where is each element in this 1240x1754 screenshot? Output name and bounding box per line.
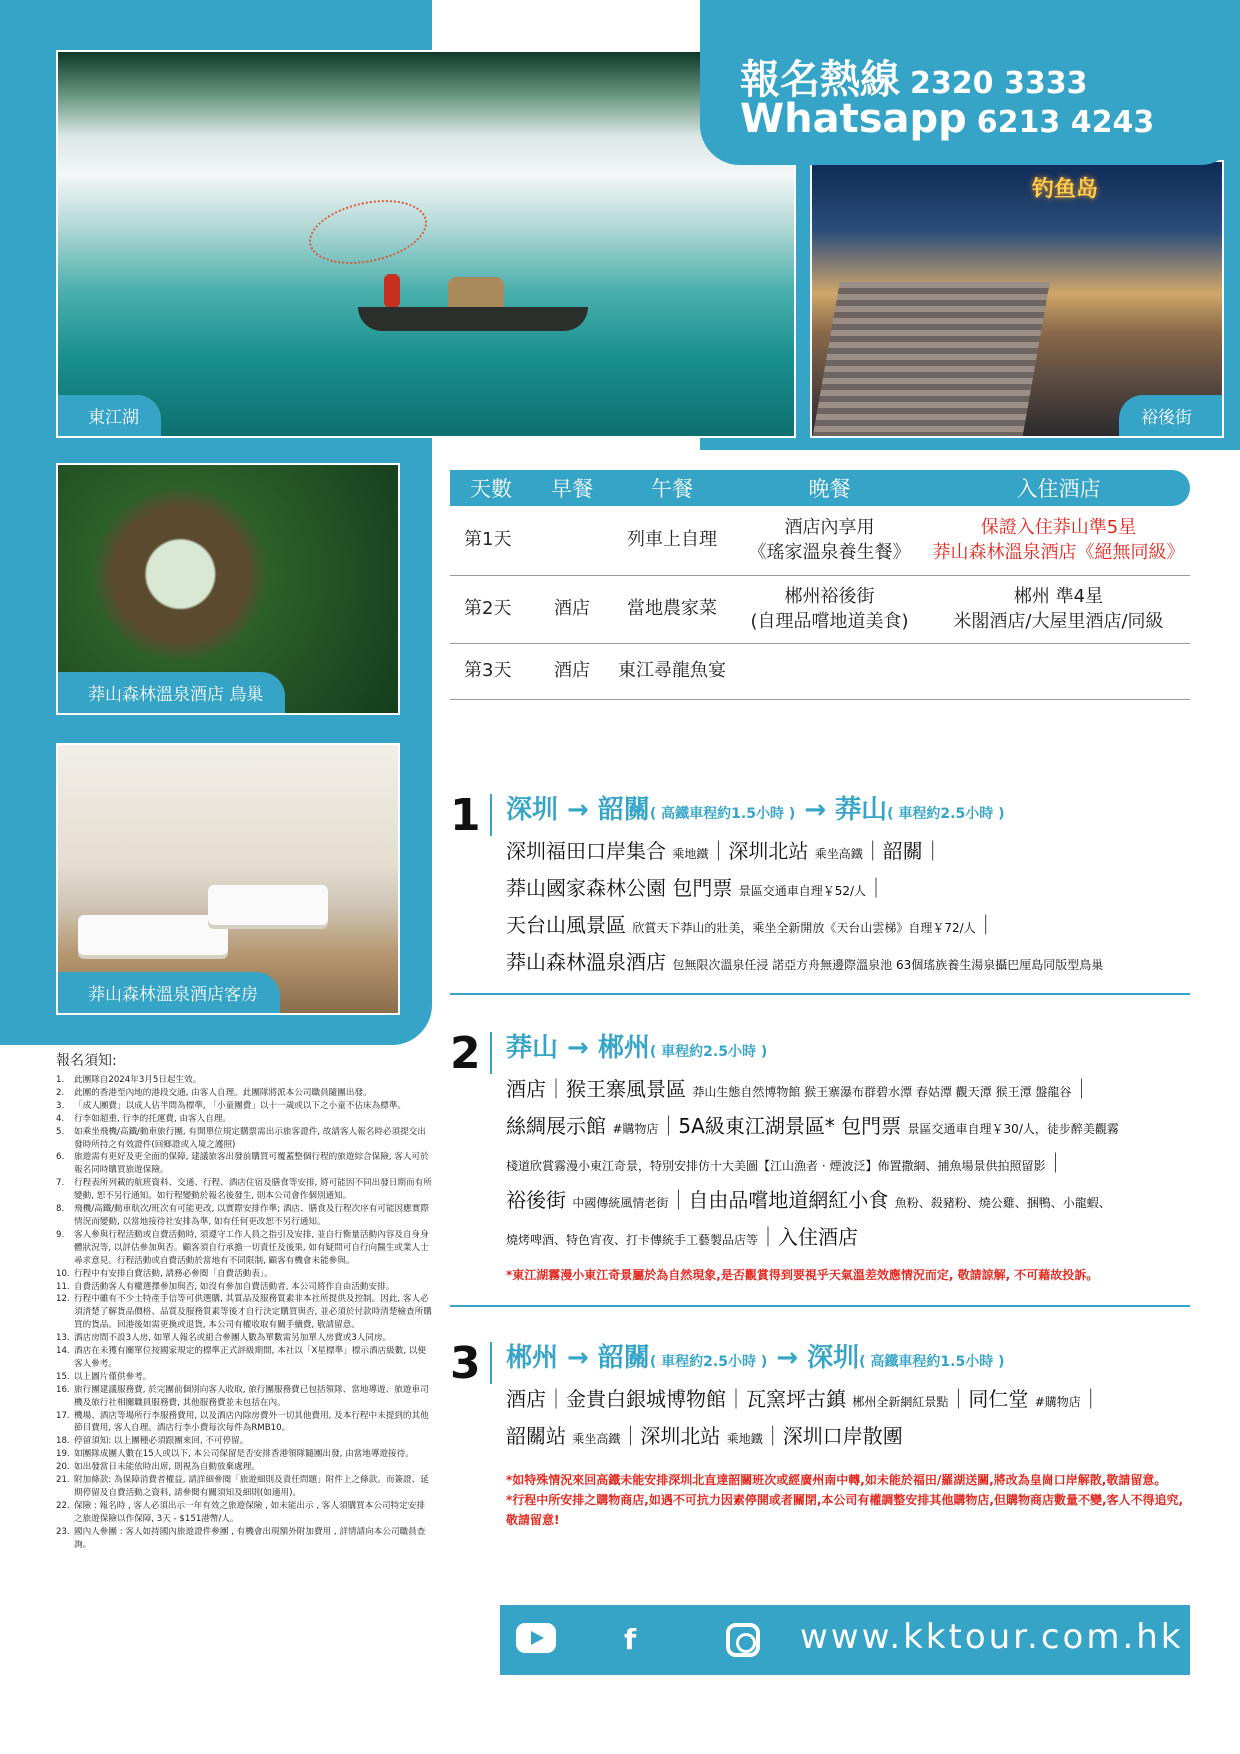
day-note: *行程中所安排之購物商店,如遇不可抗力因素停開或者關閉,本公司有權調整安排其他購物店,但購物商店數量不變,客人不得追究,敬請留意!: [506, 1493, 1184, 1527]
line-small: 莽山生態自然博物館 猴王寨瀑布群碧水潭 春姑潭 觀天潭 猴王潭 盤龍谷: [692, 1085, 1072, 1099]
route-segment: → 深圳: [776, 1343, 860, 1373]
line-text: ｜: [1071, 1077, 1092, 1101]
top-gap: [432, 0, 700, 50]
line-text: ｜: [866, 876, 887, 900]
notice-item-text: 旅遊需有更好及更全面的保障, 建議旅客出發前購買可覆蓋整個行程的旅遊綜合保險, 客人可於報名同時購買旅遊保險。: [74, 1152, 429, 1176]
notice-item-number: 6.: [56, 1152, 65, 1163]
section-divider: [450, 1305, 1190, 1307]
header-breakfast: 早餐: [551, 477, 593, 501]
itinerary-line: [506, 1109, 1195, 1146]
notice-item: [56, 1177, 432, 1203]
notice-item-number: 8.: [56, 1204, 65, 1215]
notice-item-text: 行程表所列載的航班資料、交通、行程、酒店住宿及膳食等安排, 將可能因不同出發日期而有所變動, 恕不另行通知。如行程變動於報名後發生, 則本公司會作個別通知。: [74, 1178, 432, 1202]
notice-item-text: 飛機/高鐵/動車航次/班次有可能更改, 以實際安排作準; 酒店、膳食及行程次序有可能因應實際情況而變動, 以當地接待社安排為準, 如有任何更改恕不另行通知。: [74, 1204, 429, 1227]
day-route: [506, 790, 1195, 834]
notice-item-text: 行程中有安排自費活動, 請務必參閱「自費活動表」。: [74, 1268, 273, 1279]
notice-item: [56, 1435, 432, 1448]
notice-item-number: 3.: [56, 1100, 65, 1111]
notice-item-text: 客人參與行程活動或自費活動時, 須遵守工作人員之指引及安排, 並自行衡量活動內容及自身身體狀況等, 以評估參加與否。顧客須自行承擔一切責任及後果, 如有疑問可自行向醫生或業人士尋求意見。行程活動或自費活動於當地有不同限制, 顧客有機會未能參與。: [74, 1229, 429, 1266]
whatsapp-label: Whatsapp: [740, 96, 967, 142]
itinerary-line: [506, 1183, 1195, 1220]
header-lunch: 午餐: [651, 477, 693, 501]
line-text: ｜深圳北站: [620, 1424, 721, 1448]
table-row: [450, 644, 1190, 700]
header-dinner: 晚餐: [808, 477, 851, 501]
notice-item-text: 如團隊成團人數在15人或以下, 本公司保留是否安排香港領隊隨團出發, 由當地導遊接待。: [74, 1449, 414, 1460]
notice-item-text: 行程中雖有不少土特產手信等可供選購, 其質品及服務質素非本社所提供及控制。因此, 客人必須清楚了解貨品價格、品質及服務質素等後才自行決定購買與否, 並必須於付款時清楚檢查所購買的貨品。回港後如需更換或退貨, 本公司有權收取有關手續費, 敬請留意。: [74, 1294, 432, 1331]
line-text: ｜: [1080, 1387, 1101, 1411]
line-small: 乘地鐵: [672, 847, 709, 861]
day-bar: [490, 794, 492, 836]
notice-item-text: 如出發當日未能依時出席, 則視為自動放棄處理。: [74, 1462, 260, 1473]
cell-lunch: 列車上自理: [627, 529, 717, 551]
cell-lunch: 當地農家菜: [627, 598, 717, 620]
bed: [208, 885, 328, 925]
day-number: 1: [450, 790, 481, 841]
dinner-line: 酒店內享用: [784, 517, 875, 539]
line-text: ｜深圳北站: [708, 839, 809, 863]
notice-item-text: 酒店房間不設3人房, 如單人報名或組合參團人數為單數需另加單人房費或3人同房。: [74, 1333, 392, 1344]
line-small: 欣賞天下莽山的壯美，乘坐全新開放《天台山雲梯》自理￥72/人: [632, 921, 976, 935]
boat-canopy: [448, 277, 504, 311]
notice-item-number: 19.: [56, 1449, 70, 1460]
notice-item-number: 17.: [56, 1410, 70, 1421]
notice-item-text: 酒店在未獲有關單位按國家規定的標準正式評級期間, 本社以「X星標準」標示酒店級數, 以便客人參考。: [74, 1346, 426, 1369]
day-note: *東江湖霧漫小東江奇景屬於為自然現象,是否觀賞得到要視乎天氣溫差效應情況而定, 敬請諒解, 不可藉故投訴。: [506, 1268, 1099, 1282]
line-text: 天台山風景區: [506, 913, 626, 937]
day-number: 3: [450, 1338, 481, 1389]
photo-dongjiang-lake: [56, 50, 796, 438]
notice-item-text: 停留須知: 以上團種必須跟團來回, 不可停留。: [74, 1436, 249, 1447]
itinerary-line: [506, 1382, 1195, 1419]
day-bar: [490, 1032, 492, 1074]
notice-item: [56, 1281, 432, 1294]
notice-item: [56, 1229, 432, 1268]
hotel-line: 郴州 準4星: [1013, 586, 1104, 608]
table-row: [450, 576, 1190, 644]
notice-item-number: 16.: [56, 1384, 70, 1395]
photo-caption: 東江湖: [58, 395, 161, 436]
table-header: [450, 470, 1190, 506]
route-segment: → 莽山: [804, 795, 888, 825]
notice-item-number: 11.: [56, 1281, 70, 1292]
itinerary-day-3: [450, 1338, 1195, 1530]
day-content: [506, 1338, 1195, 1530]
cell-breakfast: 酒店: [554, 598, 590, 620]
notice-item-number: 22.: [56, 1500, 70, 1511]
cell-hotel: [927, 585, 1190, 634]
notice-item-number: 2.: [56, 1087, 65, 1098]
day-route: [506, 1338, 1195, 1382]
line-small: #購物店: [1034, 1395, 1081, 1409]
stone-stairs: [812, 282, 1050, 438]
notice-item-number: 20.: [56, 1462, 70, 1473]
hotline-whatsapp-row: [740, 96, 1154, 142]
notice-item-number: 21.: [56, 1475, 70, 1486]
line-text: 絲綢展示館: [506, 1114, 606, 1138]
registration-notice: [56, 1050, 432, 1552]
notice-item-number: 1.: [56, 1075, 65, 1085]
whatsapp-number[interactable]: 6213 4243: [976, 105, 1155, 140]
line-small: 景區交通車自理￥52/人: [738, 884, 867, 898]
notice-item-text: 旅行團建議服務費, 於完團前個別向客人收取, 旅行團服務費已包括領隊、當地導遊、旅遊車司機及旅行社相關職員服務費, 其他服務費並未包括在內。: [74, 1384, 429, 1408]
itinerary-line: [506, 1072, 1195, 1109]
day-number: 2: [450, 1028, 481, 1079]
fishing-boat: [358, 307, 588, 331]
route-note: ( 高鐵車程約1.5小時 ): [649, 806, 796, 822]
line-small: 乘坐高鐵: [814, 847, 863, 861]
itinerary-day-2: [450, 1028, 1195, 1285]
photo-yuhoujie: [810, 160, 1224, 438]
notice-item-text: 行李如超重, 行李的托運費, 由客人自理。: [74, 1113, 232, 1124]
itinerary-line: [506, 1419, 1195, 1456]
youtube-icon[interactable]: [516, 1623, 556, 1653]
line-text: 深圳福田口岸集合: [506, 839, 666, 863]
header-day: 天數: [470, 477, 512, 501]
shop-sign: 钓鱼岛: [1032, 177, 1099, 202]
notice-item: [56, 1268, 432, 1281]
notice-item-text: 國內人參團 : 客人如持國內旅遊證件參團 , 有機會出現額外附加費用 , 詳情請向本公司職員查詢。: [74, 1526, 426, 1550]
line-small: 郴州全新網紅景點: [852, 1395, 949, 1409]
hotline-banner: [700, 0, 1240, 165]
notice-item: [56, 1203, 432, 1229]
notice-item: [56, 1126, 432, 1152]
notice-item: [56, 1384, 432, 1410]
notice-item: [56, 1293, 432, 1332]
notice-item: [56, 1151, 432, 1177]
route-segment: 深圳 → 韶關: [506, 795, 650, 825]
route-note: ( 車程約2.5小時 ): [649, 1044, 768, 1060]
line-small: 魚粉、殺豬粉、燒公雞、捆鴨、小龍蝦、: [894, 1196, 1111, 1210]
hotline-phone[interactable]: 2320 3333: [910, 66, 1088, 101]
line-text: 莽山森林溫泉酒店: [506, 950, 666, 974]
day-content: [506, 1028, 1195, 1285]
itinerary-line: [506, 908, 1195, 945]
line-text: 裕後街: [506, 1188, 566, 1212]
line-small: 景區交通車自理￥30/人，徒步醉美觀霧: [907, 1122, 1119, 1136]
route-segment: 郴州 → 韶關: [506, 1343, 650, 1373]
line-small: 棧道欣賞霧漫小東江奇景，特別安排仿十大美圖【江山漁者 · 煙波泛】佈置撒網、捕魚場景供拍照留影: [506, 1159, 1046, 1173]
line-text: ｜: [975, 913, 996, 937]
itinerary-line: [506, 945, 1195, 982]
meal-hotel-table: [450, 470, 1190, 700]
cell-lunch: 東江尋龍魚宴: [618, 660, 726, 682]
notice-item-text: 如乘坐飛機/高鐵/動車旅行團, 有開單位規定購票需出示旅客證件, 故請客人報名時必須提交出發時所持之有效證件(回鄉證或入境之護照): [74, 1126, 426, 1150]
hotel-line: 保證入住莽山準5星: [980, 517, 1137, 539]
notice-item-number: 18.: [56, 1436, 70, 1447]
line-small: 中國傳統風情老街: [572, 1196, 669, 1210]
line-text: 莽山國家森林公園 包門票: [506, 876, 733, 900]
dinner-line: (自理品嚐地道美食): [750, 610, 909, 632]
day-content: [506, 790, 1195, 982]
line-small: 乘坐高鐵: [572, 1432, 621, 1446]
notice-item: [56, 1087, 432, 1100]
line-text: ｜深圳口岸散團: [762, 1424, 903, 1448]
line-text: ｜5A級東江湖景區* 包門票: [658, 1114, 902, 1138]
route-note: ( 車程約2.5小時 ): [887, 806, 1005, 822]
line-small: 燒烤啤酒、特色宵夜、打卡傳統手工藝製品店等: [506, 1233, 759, 1247]
notice-item: [56, 1500, 432, 1526]
line-text: ｜入住酒店: [758, 1225, 859, 1249]
bed: [78, 915, 228, 955]
notice-item-number: 23.: [56, 1526, 70, 1537]
notice-item: [56, 1113, 432, 1126]
notice-item: [56, 1410, 432, 1436]
facebook-icon[interactable]: f: [624, 1623, 637, 1656]
line-text: ｜同仁堂: [948, 1387, 1029, 1411]
notice-item-number: 7.: [56, 1178, 65, 1189]
route-note: ( 車程約2.5小時 ): [649, 1354, 768, 1370]
notice-item: [56, 1332, 432, 1345]
notice-item: [56, 1074, 432, 1087]
fisherman: [384, 274, 400, 308]
line-text: 酒店｜金貴白銀城博物館｜瓦窯坪古鎮: [506, 1387, 846, 1411]
notice-item-text: 此團的香港至內地的港段交通, 由客人自理。此團隊將派本公司職員隨團出發。: [74, 1087, 372, 1098]
fishing-net: [303, 190, 433, 274]
cell-day: 第2天: [464, 598, 512, 620]
header-hotel: 入住酒店: [1016, 477, 1101, 501]
cell-breakfast: 酒店: [554, 660, 590, 682]
day-note: *如特殊情況來回高鐵未能安排深圳北直達韶關班次或經廣州南中轉,如未能於福田/羅湖送關,將改為皇崗口岸解散,敬請留意。: [506, 1473, 1167, 1487]
notice-title: 報名須知:: [56, 1053, 117, 1069]
line-text: ｜韶關｜: [862, 839, 943, 863]
notice-item: [56, 1448, 432, 1461]
itinerary-line: [506, 1146, 1195, 1183]
footer-bar: [500, 1605, 1190, 1675]
photo-bird-nest: [56, 463, 400, 715]
line-text: 韶關站: [506, 1424, 566, 1448]
notice-item: [56, 1474, 432, 1500]
notice-item-number: 15.: [56, 1371, 70, 1382]
line-small: #購物店: [612, 1122, 659, 1136]
line-text: 酒店｜猴王寨風景區: [506, 1077, 686, 1101]
notice-item-number: 9.: [56, 1229, 65, 1240]
cell-hotel: [927, 516, 1190, 565]
cell-dinner: [732, 516, 927, 565]
cell-day: 第1天: [464, 529, 512, 551]
notice-item-number: 13.: [56, 1333, 70, 1344]
notice-item-text: 「成人團費」以成人佔半間為標準, 「小童團費」以十一歲或以下之小童不佔床為標準。: [74, 1100, 407, 1111]
cell-day: 第3天: [464, 660, 512, 682]
notice-item-text: 附加條款: 為保障消費者權益, 請詳細參閱「旅遊細則及責任問題」附件上之條款。而簽證、延期停留及自費活動之資料, 請參閱有關須知及細則(如適用)。: [74, 1475, 429, 1498]
line-small: 乘地鐵: [726, 1432, 763, 1446]
notice-list: [56, 1074, 432, 1552]
itinerary-day-1: [450, 790, 1195, 982]
photo-caption: 裕後街: [1119, 395, 1222, 436]
notice-item-text: 以上圖片僅供參考。: [74, 1371, 152, 1382]
website-url[interactable]: www.kktour.com.hk: [800, 1617, 1184, 1657]
day-route: [506, 1028, 1195, 1072]
notice-item-number: 4.: [56, 1113, 65, 1124]
notice-item: [56, 1526, 432, 1552]
route-segment: 莽山 → 郴州: [506, 1033, 650, 1063]
notice-item-number: 14.: [56, 1346, 70, 1357]
photo-caption: 莽山森林溫泉酒店客房: [58, 972, 280, 1013]
route-note: ( 高鐵車程約1.5小時 ): [859, 1354, 1005, 1370]
line-small: 包無限次溫泉任浸 諾亞方舟無邊際溫泉池 63個瑤族養生湯泉攝巴厘島同版型鳥巢: [672, 958, 1104, 972]
dinner-line: 郴州裕後街: [784, 586, 875, 608]
hotel-line: 米閣酒店/大屋里酒店/同級: [953, 610, 1164, 632]
itinerary-line: [506, 871, 1195, 908]
notice-item-number: 10.: [56, 1268, 70, 1279]
itinerary-line: [506, 1220, 1195, 1257]
line-text: ｜自由品嚐地道網紅小食: [668, 1188, 889, 1212]
notice-item: [56, 1345, 432, 1371]
notice-item: [56, 1461, 432, 1474]
notice-item: [56, 1371, 432, 1384]
notice-item: [56, 1100, 432, 1113]
line-text: ｜: [1045, 1151, 1066, 1175]
notice-item-number: 12.: [56, 1294, 70, 1305]
instagram-icon[interactable]: [726, 1623, 760, 1657]
hotel-line: 莽山森林溫泉酒店《絕無同級》: [932, 541, 1185, 563]
photo-hotel-room: [56, 743, 400, 1015]
day-bar: [490, 1342, 492, 1384]
section-divider: [450, 993, 1190, 995]
notice-item-text: 機場、酒店等場所行李服務費用, 以及酒店內除房費外一切其他費用, 及本行程中未提到的其他節目費用, 客人自理。酒店行李小費每次每件為RMB10。: [74, 1410, 429, 1434]
table-row: [450, 506, 1190, 576]
notice-item-text: 保險 : 報名時 , 客人必須出示一年有效之旅遊保險 , 如未能出示 , 客人須購買本公司特定安排之旅遊保險以作保障, 3天 - $151港幣/人。: [74, 1500, 425, 1524]
itinerary-line: [506, 834, 1195, 871]
cell-dinner: [732, 585, 927, 634]
notice-item-number: 5.: [56, 1126, 65, 1137]
notice-item-text: 自費活動客人有權選擇參加與否, 如沒有參加自費活動者, 本公司將作自由活動安排。: [74, 1281, 395, 1292]
photo-caption: 莽山森林溫泉酒店 鳥巢: [58, 672, 285, 713]
hotline-label: 報名熱線: [740, 57, 900, 103]
dinner-line: 《瑤家溫泉養生餐》: [748, 541, 911, 563]
notice-item-text: 此團隊自2024年3月5日起生效。: [74, 1075, 202, 1085]
